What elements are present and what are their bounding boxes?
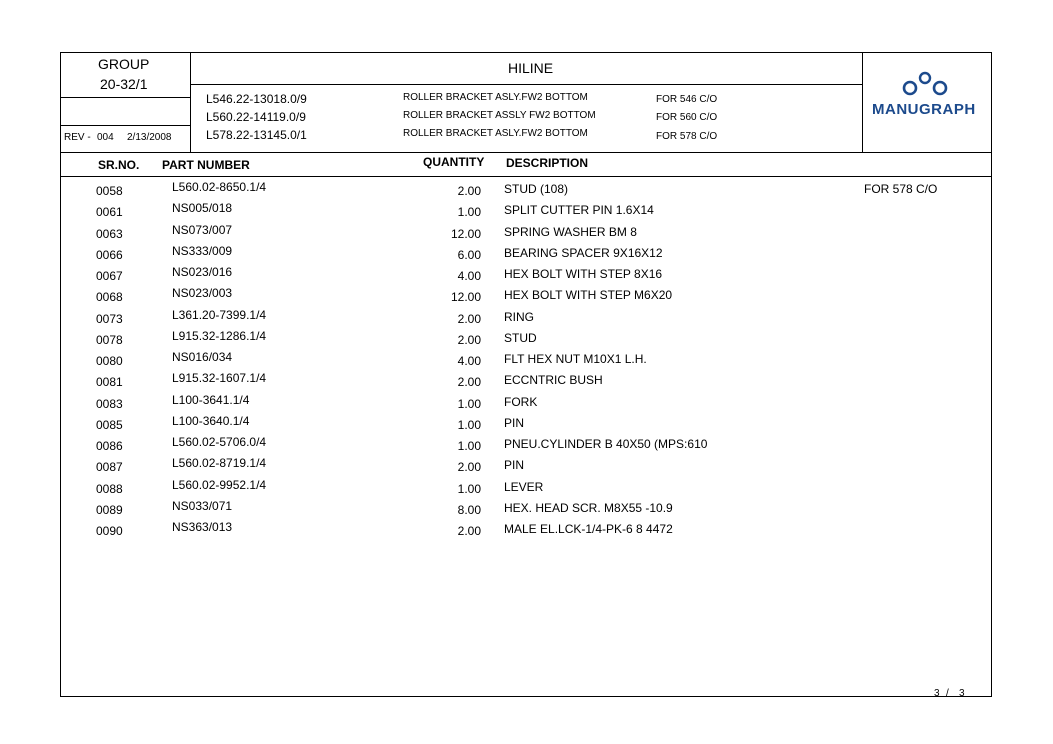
- cell-part-number: NS016/034: [172, 350, 233, 364]
- logo-mark-icon: [896, 70, 956, 100]
- cell-srno: 0083: [96, 396, 123, 411]
- logo-text: MANUGRAPH: [872, 101, 976, 118]
- cell-quantity: 1.00: [457, 417, 481, 432]
- cell-part-number: L560.02-9952.1/4: [172, 477, 267, 492]
- cell-part-number: L100-3641.1/4: [172, 392, 250, 407]
- cell-part-number: NS023/016: [172, 265, 233, 279]
- cell-quantity: 1.00: [457, 439, 481, 453]
- rev-label: REV -: [64, 132, 91, 143]
- cell-part-number: NS005/018: [172, 201, 233, 216]
- assembly-description: ROLLER BRACKET ASSLY FW2 BOTTOM: [403, 110, 596, 121]
- cell-quantity: 12.00: [450, 290, 481, 305]
- group-number: 20-32/1: [100, 76, 148, 92]
- cell-part-number: L361.20-7399.1/4: [172, 307, 267, 322]
- divider-header: [60, 152, 992, 153]
- cell-srno: 0068: [96, 290, 123, 305]
- cell-quantity: 6.00: [457, 247, 481, 262]
- cell-quantity: 4.00: [457, 269, 481, 283]
- cell-description: HEX BOLT WITH STEP 8X16: [504, 267, 663, 281]
- rev-number: 004: [97, 132, 114, 143]
- assembly-note: FOR 578 C/O: [656, 131, 718, 142]
- cell-quantity: 2.00: [457, 375, 481, 390]
- cell-description: SPRING WASHER BM 8: [504, 224, 637, 239]
- page-number: 3: [934, 688, 940, 699]
- cell-description: ECCNTRIC BUSH: [504, 373, 603, 388]
- cell-description: PIN: [504, 415, 525, 430]
- cell-description: PIN: [504, 458, 525, 473]
- cell-srno: 0067: [96, 269, 123, 283]
- col-header-desc: DESCRIPTION: [506, 156, 589, 170]
- divider-title: [190, 84, 862, 85]
- cell-quantity: 1.00: [457, 205, 481, 220]
- cell-srno: 0058: [96, 184, 123, 198]
- cell-srno: 0073: [96, 311, 123, 326]
- cell-part-number: NS033/071: [172, 498, 233, 513]
- cell-srno: 0061: [96, 205, 123, 220]
- col-header-srno: SR.NO.: [98, 158, 140, 172]
- cell-part-number: L915.32-1607.1/4: [172, 371, 267, 386]
- page-total: 3: [959, 688, 965, 699]
- cell-srno: 0087: [96, 460, 123, 475]
- cell-srno: 0088: [96, 481, 123, 496]
- rev-date: 2/13/2008: [127, 132, 172, 143]
- assembly-part: L560.22-14119.0/9: [206, 110, 306, 124]
- cell-srno: 0078: [96, 332, 123, 347]
- cell-quantity: 2.00: [457, 332, 481, 347]
- cell-srno: 0066: [96, 247, 123, 262]
- cell-quantity: 2.00: [457, 460, 481, 475]
- cell-part-number: NS363/013: [172, 520, 233, 534]
- cell-description: PNEU.CYLINDER B 40X50 (MPS:610: [504, 437, 708, 451]
- divider-group: [190, 52, 191, 152]
- cell-part-number: L100-3640.1/4: [172, 413, 250, 428]
- cell-srno: 0080: [96, 354, 123, 368]
- assembly-description: ROLLER BRACKET ASLY.FW2 BOTTOM: [403, 128, 588, 139]
- cell-quantity: 2.00: [457, 524, 481, 538]
- cell-srno: 0089: [96, 502, 123, 517]
- cell-description: MALE EL.LCK-1/4-PK-6 8 4472: [504, 522, 673, 536]
- cell-part-number: L560.02-8719.1/4: [172, 456, 267, 471]
- divider-colheaders: [60, 176, 992, 177]
- cell-part-number: L560.02-8650.1/4: [172, 180, 267, 194]
- cell-part-number: NS073/007: [172, 222, 233, 237]
- col-header-part: PART NUMBER: [162, 158, 250, 172]
- cell-part-number: L560.02-5706.0/4: [172, 435, 267, 449]
- group-label: GROUP: [98, 56, 150, 72]
- assembly-note: FOR 560 C/O: [656, 112, 718, 123]
- cell-srno: 0063: [96, 226, 123, 241]
- cell-part-number: NS333/009: [172, 243, 233, 258]
- cell-description: FORK: [504, 394, 538, 409]
- cell-description: HEX. HEAD SCR. M8X55 -10.9: [504, 500, 673, 515]
- cell-description: RING: [504, 309, 534, 324]
- assembly-description: ROLLER BRACKET ASLY.FW2 BOTTOM: [403, 92, 588, 103]
- cell-description: BEARING SPACER 9X16X12: [504, 245, 663, 260]
- cell-srno: 0081: [96, 375, 123, 390]
- cell-part-number: L915.32-1286.1/4: [172, 328, 267, 343]
- assembly-part: L546.22-13018.0/9: [206, 92, 307, 106]
- cell-quantity: 2.00: [457, 184, 481, 198]
- divider-rev-box: [60, 125, 190, 126]
- col-header-qty: QUANTITY: [423, 155, 485, 169]
- assembly-part: L578.22-13145.0/1: [206, 128, 307, 142]
- cell-quantity: 2.00: [457, 311, 481, 326]
- cell-quantity: 8.00: [457, 502, 481, 517]
- cell-quantity: 1.00: [457, 396, 481, 411]
- page-title: HILINE: [508, 60, 554, 76]
- cell-srno: 0090: [96, 524, 123, 538]
- cell-note: FOR 578 C/O: [864, 182, 938, 196]
- cell-description: STUD (108): [504, 182, 569, 196]
- cell-quantity: 12.00: [450, 226, 481, 241]
- cell-description: LEVER: [504, 479, 544, 494]
- page-separator: /: [946, 688, 949, 699]
- cell-srno: 0085: [96, 417, 123, 432]
- cell-srno: 0086: [96, 439, 123, 453]
- divider-group-box: [60, 97, 190, 98]
- assembly-note: FOR 546 C/O: [656, 94, 718, 105]
- divider-logo: [862, 52, 863, 152]
- cell-description: FLT HEX NUT M10X1 L.H.: [504, 352, 647, 366]
- cell-quantity: 1.00: [457, 481, 481, 496]
- cell-description: SPLIT CUTTER PIN 1.6X14: [504, 203, 654, 218]
- cell-description: HEX BOLT WITH STEP M6X20: [504, 288, 673, 303]
- cell-description: STUD: [504, 330, 537, 345]
- cell-part-number: NS023/003: [172, 286, 233, 301]
- cell-quantity: 4.00: [457, 354, 481, 368]
